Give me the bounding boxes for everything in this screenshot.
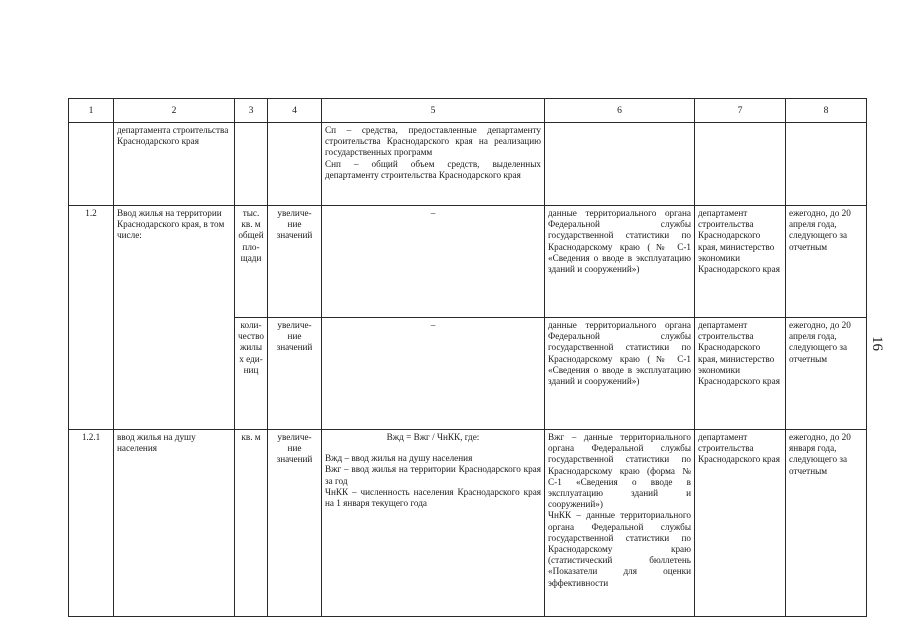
cell-trend bbox=[268, 123, 322, 206]
cell-responsible bbox=[695, 123, 786, 206]
cell-number bbox=[69, 123, 114, 206]
cell-unit: кв. м bbox=[235, 430, 268, 617]
cell-formula bbox=[322, 430, 545, 617]
table-row-1-2 bbox=[69, 206, 867, 318]
source-entry: Вжг – данные территориального органа Федеральной службы государственной статистики по Краснодарскому краю (форма № С-1 «Сведения о вводе в эксплуатацию зданий и сооружений») bbox=[548, 432, 691, 510]
column-header: 2 bbox=[114, 99, 235, 123]
page-number: 16 bbox=[869, 336, 885, 351]
cell-number: 1.2 bbox=[69, 206, 114, 430]
formula-definition: Вжд – ввод жилья на душу населения bbox=[325, 453, 473, 464]
cell-number: 1.2.1 bbox=[69, 430, 114, 617]
cell-formula: – bbox=[322, 318, 545, 430]
cell-responsible: департамент строительства Краснодарского края bbox=[695, 430, 786, 617]
column-header: 1 bbox=[69, 99, 114, 123]
cell-indicator-name: Ввод жилья на территории Краснодарского края, в том числе: bbox=[114, 206, 235, 430]
cell-formula bbox=[322, 123, 545, 206]
cell-deadline: ежегодно, до 20 апреля года, следующего за отчетным bbox=[786, 206, 867, 318]
cell-trend: увеличе-ние значений bbox=[268, 318, 322, 430]
cell-indicator-name: ввод жилья на душу населения bbox=[114, 430, 235, 617]
table-row-1-2-1 bbox=[69, 430, 867, 617]
table-row-continuation bbox=[69, 123, 867, 206]
source-entry: ЧнКК – данные территориального органа Федеральной службы государственной статистики по Краснодарскому краю (статистический бюллетень «Показатели для оценки эффективности bbox=[548, 510, 691, 588]
cell-source bbox=[545, 123, 695, 206]
cell-unit: тыс. кв. м общей пло-щади bbox=[235, 206, 268, 318]
cell-unit: коли-чество жилых еди-ниц bbox=[235, 318, 268, 430]
cell-unit bbox=[235, 123, 268, 206]
formula-definition: Снп – общий объем средств, выделенных департаменту строительства Краснодарского края bbox=[325, 158, 541, 180]
column-header: 5 bbox=[322, 99, 545, 123]
formula-expression: Вжд = Вжг / ЧнКК, где: bbox=[386, 432, 480, 442]
cell-responsible: департамент строительства Краснодарского края, министерство экономики Краснодарского края bbox=[695, 206, 786, 318]
cell-formula: – bbox=[322, 206, 545, 318]
cell-deadline bbox=[786, 123, 867, 206]
indicators-table bbox=[68, 98, 867, 617]
column-header: 8 bbox=[786, 99, 867, 123]
cell-source: данные территориального органа Федеральной службы государственной статистики по Краснодарскому краю (№ С-1 «Сведения о вводе в эксплуатацию зданий и сооружений») bbox=[545, 206, 695, 318]
column-header: 3 bbox=[235, 99, 268, 123]
cell-trend: увеличе-ние значений bbox=[268, 430, 322, 617]
formula-definition: ЧнКК – численность населения Краснодарского края на 1 января текущего года bbox=[325, 486, 541, 509]
column-header: 4 bbox=[268, 99, 322, 123]
cell-deadline: ежегодно, до 20 января года, следующего за отчетным bbox=[786, 430, 867, 617]
formula-definition: Сп – средства, предоставленные департаменту строительства Краснодарского края на реализацию государственных программ bbox=[325, 125, 541, 158]
column-header: 7 bbox=[695, 99, 786, 123]
cell-indicator-name: департамента строительства Краснодарского края bbox=[114, 123, 235, 206]
cell-deadline: ежегодно, до 20 апреля года, следующего за отчетным bbox=[786, 318, 867, 430]
formula-definition: Вжг – ввод жилья на территории Краснодарского края за год bbox=[325, 464, 541, 486]
cell-trend: увеличе-ние значений bbox=[268, 206, 322, 318]
header-row bbox=[69, 99, 867, 123]
cell-source: данные территориального органа Федеральной службы государственной статистики по Краснодарскому краю (№ С-1 «Сведения о вводе в эксплуатацию зданий и сооружений») bbox=[545, 318, 695, 430]
cell-responsible: департамент строительства Краснодарского края, министерство экономики Краснодарского края bbox=[695, 318, 786, 430]
column-header: 6 bbox=[545, 99, 695, 123]
cell-source bbox=[545, 430, 695, 617]
